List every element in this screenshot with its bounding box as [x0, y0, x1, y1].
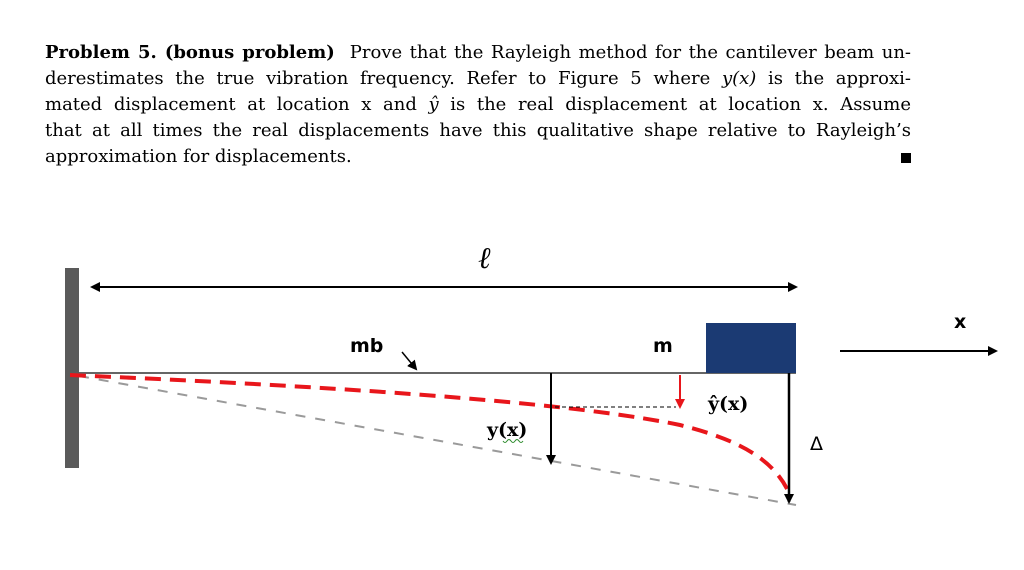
problem-text-segment: derestimates the true vibration frequency. Refer to Figure 5 where — [45, 68, 711, 89]
y-hat-label: ŷ(x) — [708, 393, 749, 415]
problem-text-segment: Prove that the Rayleigh method for the cantilever beam un- — [349, 42, 912, 63]
beam-mass-pointer — [402, 352, 416, 369]
approximate-shape-line — [79, 376, 796, 505]
fixed-wall — [65, 268, 79, 468]
problem-text-segment: is the real displacement at location x. Assume — [450, 94, 911, 115]
problem-text-segment: is the approxi- — [767, 68, 911, 89]
beam-mass-label: mb — [350, 335, 384, 357]
y-of-x-label: y(x) — [487, 419, 528, 441]
tip-mass — [706, 323, 796, 373]
math-y-hat: ŷ — [428, 94, 439, 115]
length-label: ℓ — [478, 241, 491, 276]
x-axis-label: x — [954, 311, 967, 333]
delta-label: Δ — [810, 433, 823, 455]
problem-text-segment: approximation for displacements. — [45, 146, 352, 167]
problem-title: Problem 5. (bonus problem) — [45, 42, 335, 63]
problem-text-segment: that at all times the real displacements have this qualitative shape relative to Rayleigh’s — [45, 120, 911, 141]
tip-mass-label: m — [653, 335, 673, 357]
problem-text-segment: mated displacement at location x and — [45, 94, 417, 115]
math-y-of-x: y(x) — [721, 68, 757, 89]
